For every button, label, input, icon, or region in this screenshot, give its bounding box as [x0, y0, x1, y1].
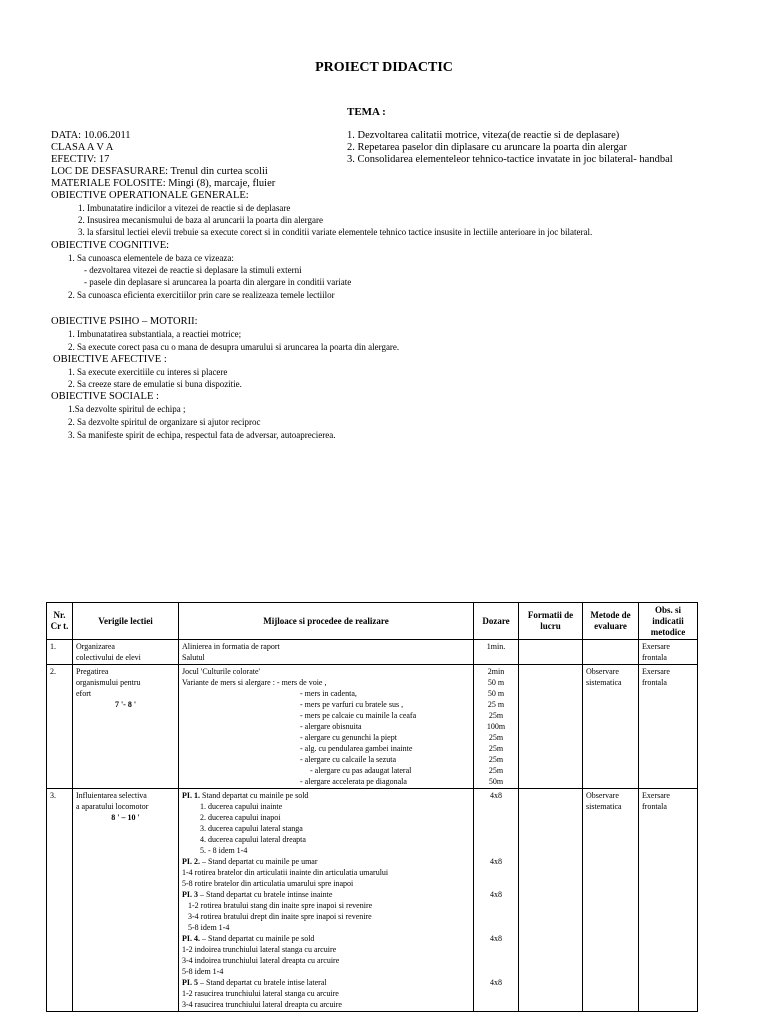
objective-item: 2. Sa creeze stare de emulatie si buna dispozitie.	[68, 379, 242, 389]
cell-obs: Exersare frontala	[639, 789, 698, 1012]
cell-nr: 1.	[47, 640, 73, 665]
objective-item: 1. Imbunatatire indicilor a vitezei de reactie si de deplasare	[78, 203, 291, 213]
info-class: CLASA A V A	[51, 142, 114, 153]
cell-metode: Observare sistematica	[583, 789, 639, 1012]
objective-subitem: - pasele din deplasare si aruncarea la poarta din alergare in conditii variate	[84, 277, 352, 287]
tema-label: TEMA :	[347, 106, 386, 118]
table-row	[47, 640, 698, 665]
cell-mijloace: Jocul 'Culturile colorate' Variante de mers si alergare : - mers de voie , - mers in cadenta, - mers pe varfuri cu bratele sus , - mers pe calcaie cu mainile la ceafa - alergare obisnuita - alergare cu genunchi la piept - alg. cu pendularea gambei inainte - alergare cu calcaile la sezuta - alergare cu pas adaugat lateral - alergare accelerata pe diagonala	[179, 665, 474, 789]
objective-item: 1.Sa dezvolte spiritul de echipa ;	[68, 404, 186, 414]
cell-formatii	[519, 665, 583, 789]
objective-item: 3. Sa manifeste spirit de echipa, respectul fata de adversar, autoaprecierea.	[68, 430, 336, 440]
header-obs: Obs. si indicatii metodice	[639, 603, 698, 640]
cell-nr: 3.	[47, 789, 73, 1012]
cell-dozare: 4x8 4x8 4x8 4x8 4x8	[474, 789, 519, 1012]
header-nr: Nr. Cr t.	[47, 603, 73, 640]
info-location: LOC DE DESFASURARE: Trenul din curtea scolii	[51, 166, 268, 177]
objective-item: 1. Sa execute exercitiile cu interes si placere	[68, 367, 228, 377]
cell-mijloace: Alinierea in formatia de raport Salutul	[179, 640, 474, 665]
cell-veriga: Organizarea colectivului de elevi	[73, 640, 179, 665]
info-materials: MATERIALE FOLOSITE: Mingi (8), marcaje, fluier	[51, 178, 276, 189]
cell-formatii	[519, 640, 583, 665]
header-formatii: Formatii de lucru	[519, 603, 583, 640]
header-metode: Metode de evaluare	[583, 603, 639, 640]
section-heading-generale: OBIECTIVE OPERATIONALE GENERALE:	[51, 190, 249, 201]
cell-dozare: 1min.	[474, 640, 519, 665]
info-date: DATA: 10.06.2011	[51, 130, 131, 141]
tema-item: 3. Consolidarea elementeleor tehnico-tactice invatate in joc bilateral- handbal	[347, 154, 673, 165]
cell-veriga: Influientarea selectiva a aparatului locomotor 8 ' – 10 '	[73, 789, 179, 1012]
section-heading-psiho: OBIECTIVE PSIHO – MOTORII:	[51, 316, 198, 327]
objective-subitem: - dezvoltarea vitezei de reactie si deplasare la stimuli externi	[84, 265, 302, 275]
info-efectiv: EFECTIV: 17	[51, 154, 110, 165]
cell-mijloace: PI. 1. Stand departat cu mainile pe sold 1. ducerea capului inainte 2. ducerea capului inapoi 3. ducerea capului lateral stanga 4. ducerea capului lateral dreapta 5. - 8 idem 1-4 PI. 2. – Stand departat cu mainile pe umar 1-4 rotirea bratelor din articulatii inainte din articulatia umarului 5-8 rotire bratelor din articulatia umarului spre inapoi PI. 3 – Stand departat cu bratele intinse inainte 1-2 rotirea bratului stang din inaite spre inapoi si revenire 3-4 rotirea bratului drept din inaite spre inapoi si revenire 5-8 idem 1-4 PI. 4. – Stand departat cu mainile pe sold 1-2 indoirea trunchiului lateral stanga cu arcuire 3-4 indoirea trunchiului lateral dreapta cu arcuire 5-8 idem 1-4 PI. 5 – Stand departat cu bratele intise lateral 1-2 rasucirea trunchiului lateral stanga cu arcuire 3-4 rasucirea trunchiului lateral dreapta cu arcuire	[179, 789, 474, 1012]
header-mijloace: Mijloace si procedee de realizare	[179, 603, 474, 640]
objective-item: 2. Insusirea mecanismului de baza al aruncarii la poarta din alergare	[78, 215, 323, 225]
objective-item: 1. Sa cunoasca elementele de baza ce vizeaza:	[68, 253, 234, 263]
table-header-row	[47, 603, 698, 640]
section-heading-afective: OBIECTIVE AFECTIVE :	[53, 354, 167, 365]
table-row	[47, 665, 698, 789]
objective-item: 1. Imbunatatirea substantiala, a reactiei motrice;	[68, 329, 242, 339]
cell-metode	[583, 640, 639, 665]
cell-nr: 2.	[47, 665, 73, 789]
header-dozare: Dozare	[474, 603, 519, 640]
document-title: PROIECT DIDACTIC	[315, 60, 453, 75]
objective-item: 2. Sa dezvolte spiritul de organizare si ajutor reciproc	[68, 417, 261, 427]
objective-item: 2. Sa cunoasca eficienta exercitiilor prin care se realizeaza temele lectiilor	[68, 290, 335, 300]
cell-metode: Observare sistematica	[583, 665, 639, 789]
lesson-plan-table	[46, 602, 698, 1012]
cell-obs: Exersare frontala	[639, 665, 698, 789]
cell-dozare: 2min 50 m 50 m 25 m 25m 100m 25m 25m 25m 25m 50m	[474, 665, 519, 789]
cell-veriga: Pregatirea organismului pentru efort 7 '- 8 '	[73, 665, 179, 789]
section-heading-cognitive: OBIECTIVE COGNITIVE:	[51, 240, 170, 251]
cell-formatii	[519, 789, 583, 1012]
objective-item: 3. la sfarsitul lectiei elevii trebuie sa execute corect si in conditii variate elementele tehnico tactice insusite in lectiile anterioare in joc bilateral.	[78, 227, 593, 237]
header-verigile: Verigile lectiei	[73, 603, 179, 640]
table-row	[47, 789, 698, 1012]
section-heading-sociale: OBIECTIVE SOCIALE :	[51, 391, 159, 402]
tema-item: 1. Dezvoltarea calitatii motrice, viteza(de reactie si de deplasare)	[347, 130, 620, 141]
cell-obs: Exersare frontala	[639, 640, 698, 665]
tema-item: 2. Repetarea paselor din diplasare cu aruncare la poarta din alergar	[347, 142, 627, 153]
objective-item: 2. Sa execute corect pasa cu o mana de desupra umarului si aruncarea la poarta din alergare.	[68, 342, 400, 352]
